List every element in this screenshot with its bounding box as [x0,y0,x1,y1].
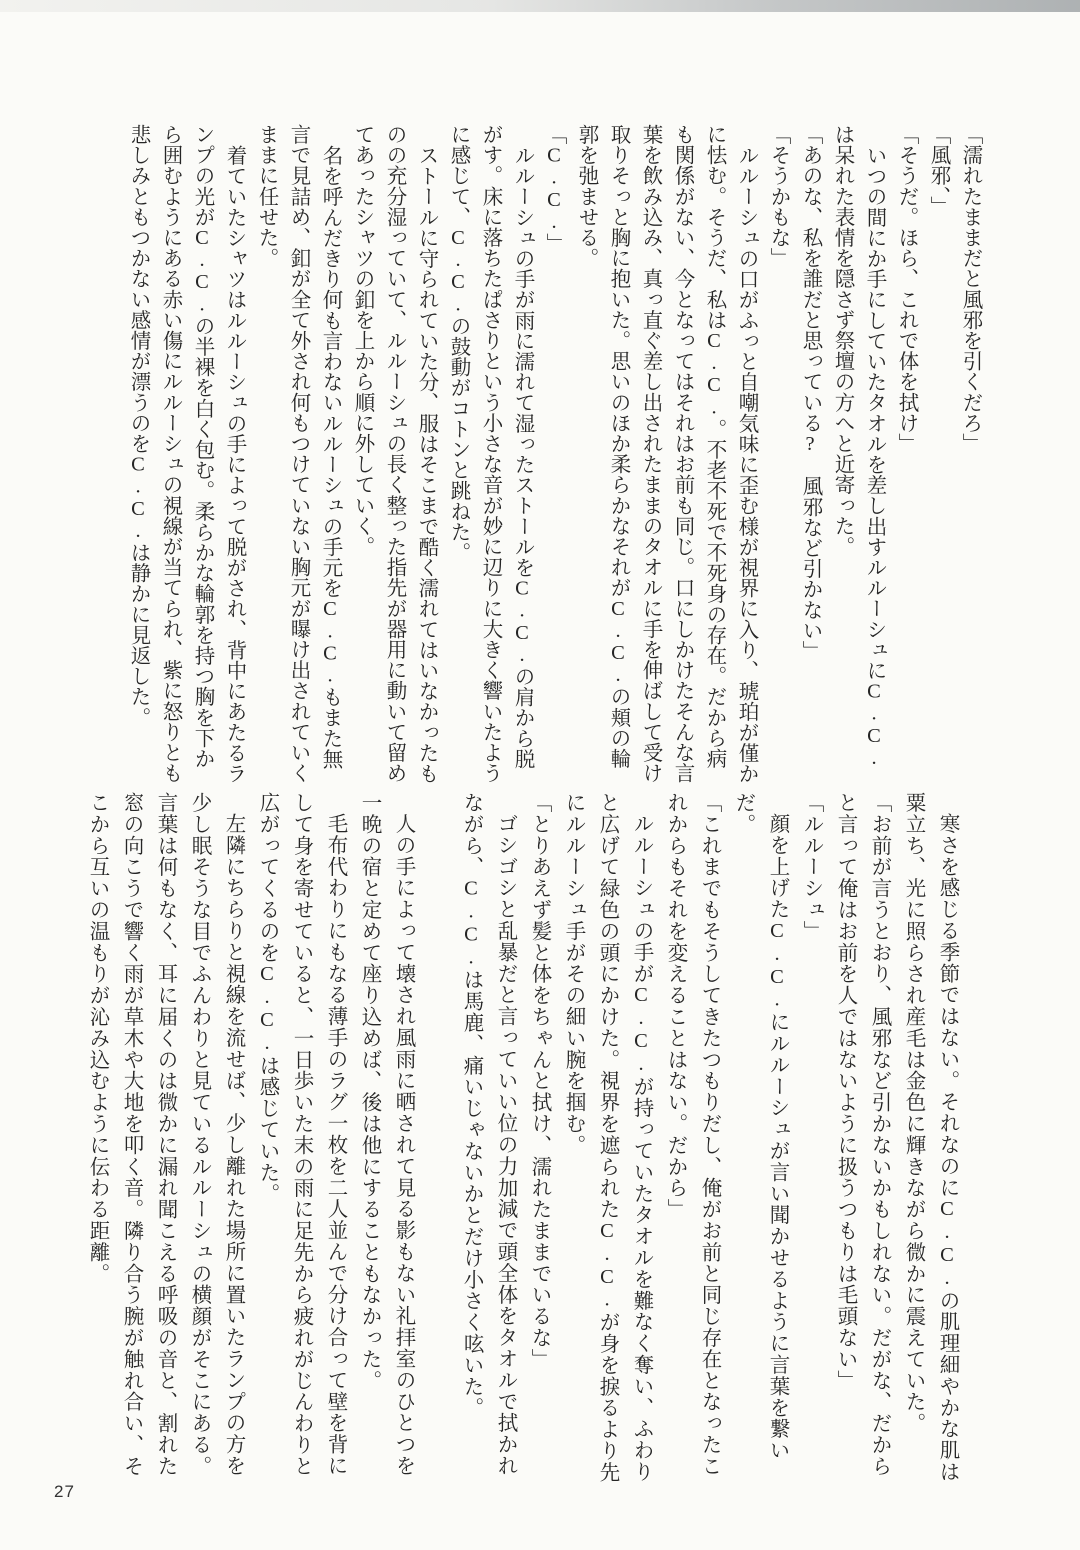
narrative-paragraph: 着ていたシャツはルルーシュの手によって脱がされ、背中にあたるランプの光がC.C.の半裸を白く包む。柔らかな輪郭を持つ胸を下から囲むようにある赤い傷にルルーシュの視線が当てられ、紫に怒りとも悲しみともつかない感情が漂うのをC.C.は静かに見返した。 [127,124,245,784]
narrative-paragraph: ルルーシュの手が雨に濡れて湿ったストールをC.C.の肩から脱がす。床に落ちたぱさりという小さな音が妙に辺りに大きく響いたように感じて、C.C.の鼓動がコトンと跳ねた。 [447,124,533,784]
narrative-paragraph: 名を呼んだきり何も言わないルルーシュの手元をC.C.もまた無言で見詰め、釦が全て外され何もつけていない胸元が曝け出されていくままに任せた。 [255,124,341,784]
narrative-paragraph: 毛布代わりにもなる薄手のラグ一枚を二人並んで分け合って壁を背にして身を寄せていると、一日歩いた末の雨に足先から疲れがじんわりと広がってくるのをC.C.は感じていた。 [256,792,346,1477]
narrative-paragraph: 左隣にちらりと視線を流せば、少し離れた場所に置いたランプの方を少し眠そうな目でふんわりと見ているルルーシュの横顔がそこにある。言葉は何もなく、耳に届くのは微かに漏れ聞こえる呼吸の音と、割れた窓の向こうで響く雨が草木や大地を叩く音。隣り合う腕が触れ合い、そこから互いの温もりが沁み込むように伝わる距離。 [86,792,244,1477]
narrative-paragraph: 寒さを感じる季節ではない。それなのにC.C.の肌理細やかな肌は粟立ち、光に照らされ産毛は金色に輝きながら微かに震えていた。 [902,792,958,1482]
narrative-paragraph: ゴシゴシと乱暴だと言っていい位の力加減で頭全体をタオルで拭かれながら、C.C.は馬鹿、痛いじゃないかとだけ小さく呟いた。 [460,792,516,1476]
narrative-paragraph: いつの間にか手にしていたタオルを差し出すルルーシュにC.C.は呆れた表情を隠さず祭壇の方へと近寄った。 [831,124,885,769]
narrative-paragraph: 顔を上げたC.C.にルルーシュが言い聞かせるように言葉を繋いだ。 [732,792,788,1461]
narrative-paragraph: 人の手によって壊され風雨に晒されて見る影もない礼拝室のひとつを一晩の宿と定めて座り込めば、後は他にすることもなかった。 [358,792,414,1476]
dialogue-line: 「濡れたままだと風邪を引くだろ」 [959,124,981,454]
dialogue-line: 「お前が言うとおり、風邪など引かないかもしれない。だがな、だからと言って俺はお前を人ではないように扱うつもりは毛頭ない」 [834,792,890,1477]
scene-break [420,792,454,1484]
dialogue-line: 「C.C.」 [543,124,565,254]
text-block-top [122,124,986,784]
dialogue-line: 「これまでもそうしてきたつもりだし、俺がお前と同じ存在となったこれからもそれを変えることはない。だから」 [664,792,720,1477]
dialogue-line: 「そうかもな」 [767,124,789,269]
scan-shadow-top [0,0,1080,12]
dialogue-line: 「あのな、私を誰だと思っている? 風邪など引かない」 [799,124,821,662]
dialogue-line: 「とりあえず髪と体をちゃんと拭け、濡れたままでいるな」 [528,792,550,1370]
dialogue-line: 「風邪、」 [927,124,949,217]
narrative-paragraph: ストールに守られていた分、服はそこまで酷く濡れてはいなかったものの充分湿っていて、ルルーシュの長く整った指先が器用に動いて留めてあったシャツの釦を上から順に外していく。 [351,124,437,784]
narrative-paragraph: ルルーシュの口がふっと自嘲気味に歪む様が視界に入り、琥珀が僅かに怯む。そうだ、私はC.C.。不老不死で不死身の存在。だから病も関係がない、今となってはそれはお前も同じ。口にしかけたそんな言葉を飲み込み、真っ直ぐ差し出されたままのタオルに手を伸ばして受け取りそっと胸に抱いた。思いのほか柔らかなそれがC.C.の頬の輪郭を弛ませる。 [575,124,757,784]
dialogue-line: 「そうだ。ほら、これで体を拭け」 [895,124,917,454]
text-block-bottom [80,792,964,1484]
page-number: 27 [54,1482,75,1501]
narrative-paragraph: ルルーシュの手がC.C.が持っていたタオルを難なく奪い、ふわりと広げて緑色の頭にかけた。視界を遮られたC.C.が身を捩るより先にルルーシュ手がその細い腕を掴む。 [562,792,652,1483]
dialogue-line: 「ルルーシュ」 [800,792,822,942]
